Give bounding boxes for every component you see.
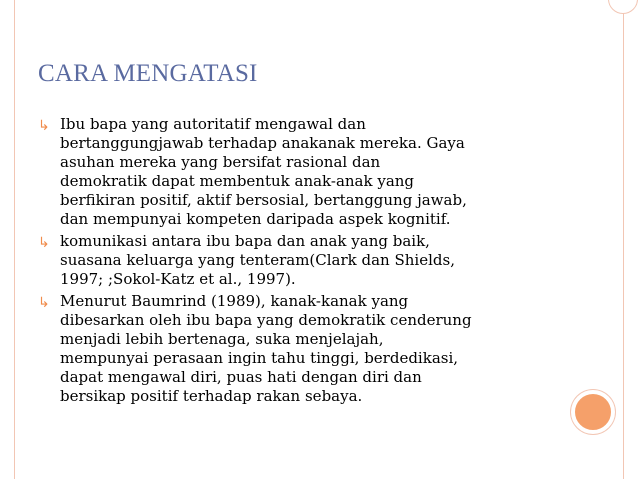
corner-arrow-bullet-icon: ↳ — [38, 118, 50, 134]
bullet-text-line: bersikap positif terhadap rakan sebaya. — [60, 387, 363, 405]
bullet-text-line: menjadi lebih bertenaga, suka menjelajah, — [60, 330, 384, 348]
frame-line-right — [623, 0, 624, 479]
bullet-item-2 — [38, 232, 568, 289]
corner-arrow-bullet-icon: ↳ — [38, 235, 50, 251]
bullet-text-line: demokratik dapat membentuk anak-anak yang — [60, 172, 415, 190]
bullet-text-line: 1997; ;Sokol-Katz et al., 1997). — [60, 270, 296, 288]
bullet-text-line: Ibu bapa yang autoritatif mengawal dan — [60, 115, 366, 133]
bullet-item-3 — [38, 292, 568, 406]
slide-title: CARA MENGATASI — [38, 60, 258, 87]
bullet-item-1 — [38, 115, 568, 229]
decorative-orange-circle — [571, 390, 615, 434]
corner-arrow-bullet-icon: ↳ — [38, 295, 50, 311]
bullet-text-line: bertanggungjawab terhadap anakanak mereka. Gaya — [60, 134, 465, 152]
bullet-text-line: komunikasi antara ibu bapa dan anak yang baik, — [60, 232, 430, 250]
bullet-text-line: mempunyai perasaan ingin tahu tinggi, berdedikasi, — [60, 349, 459, 367]
bullet-text-line: Menurut Baumrind (1989), kanak-kanak yang — [60, 292, 409, 310]
bullet-list — [38, 115, 568, 409]
frame-line-left — [14, 0, 15, 479]
bullet-text-line: dan mempunyai kompeten daripada aspek kognitif. — [60, 210, 451, 228]
bullet-text-line: dibesarkan oleh ibu bapa yang demokratik cenderung — [60, 311, 472, 329]
decorative-circle-top — [608, 0, 638, 14]
bullet-text-line: suasana keluarga yang tenteram(Clark dan Shields, — [60, 251, 455, 269]
bullet-text-line: asuhan mereka yang bersifat rasional dan — [60, 153, 381, 171]
bullet-text-line: dapat mengawal diri, puas hati dengan diri dan — [60, 368, 422, 386]
bullet-text-line: berfikiran positif, aktif bersosial, bertanggung jawab, — [60, 191, 467, 209]
